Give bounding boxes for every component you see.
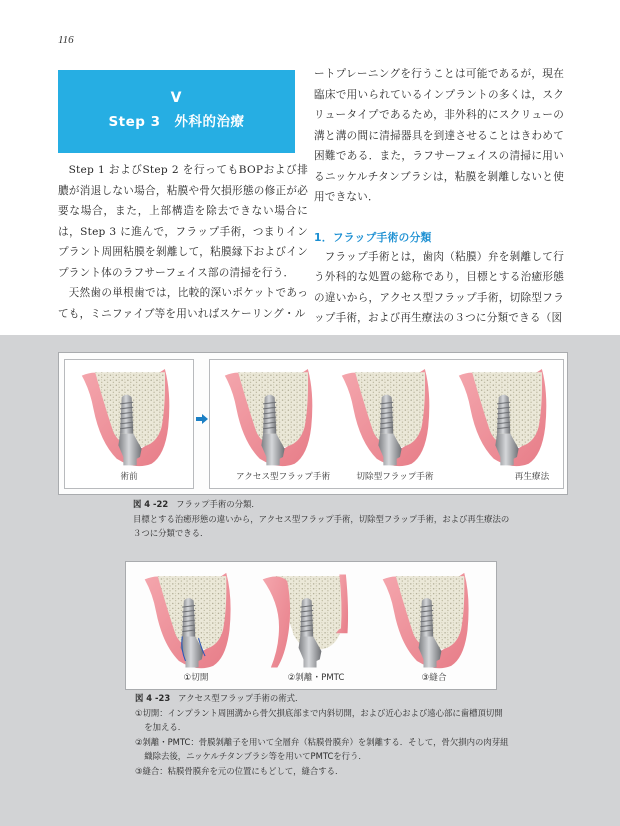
figure-4-23 bbox=[125, 561, 497, 690]
panel-label: ①切開 bbox=[183, 673, 209, 683]
page-number: 116 bbox=[58, 34, 74, 46]
body-paragraph-continued: ートプレーニングを行うことは可能であるが，現在臨床で用いられているインプラントの多くは，スクリュータイプであるため，非外科的にスクリューの溝と溝の間に清掃器具を到達させることはきわめて困難である．また，ラフサーフェイスの清掃に用いるニッケルチタンブラシは，粘膜を剝離しないと使用できない． bbox=[314, 68, 564, 203]
body-paragraph: フラップ手術とは，歯肉（粘膜）弁を剝離して行う外科的な処置の総称であり，目標とする治癒形態の違いから，アクセス型フラップ手術，切除型フラップ手術，および再生療法の３つに分類できる（図 bbox=[314, 250, 564, 324]
implant-illustration bbox=[218, 364, 328, 472]
implant-illustration bbox=[452, 364, 562, 472]
body-paragraph: Step 1 およびStep 2 を行ってもBOPおよび排膿が消退しない場合，粘膜や骨欠損形態の修正が必要な場合，また，上部構造を除去できない場合には，Step 3 に進んで，フラップ手術，つまりインプラント周囲粘膜を剝離して，粘膜縁下およびインプラント体のラフサーフェイス部の清掃を行う． bbox=[58, 164, 308, 279]
implant-illustration-suture bbox=[374, 568, 486, 674]
caption-title: フラップ手術の分類． bbox=[176, 499, 260, 509]
figure-4-22-caption bbox=[133, 497, 513, 541]
implant-illustration bbox=[71, 364, 189, 472]
caption-body: 目標とする治癒形態の違いから，アクセス型フラップ手術，切除型フラップ手術，および再生療法の３つに分類できる． bbox=[133, 513, 510, 538]
panel-label: 再生療法 bbox=[514, 472, 550, 482]
right-text-column bbox=[314, 64, 564, 329]
caption-step: ②剝離・PMTC：骨膜剝離子を用いて全層弁（粘膜骨膜弁）を剝離する．そして，骨欠損内の肉芽組織除去後，ニッケルチタンブラシ等を用いてPMTCを行う． bbox=[135, 736, 509, 761]
figure-4-23-caption bbox=[135, 691, 510, 778]
panel-preoperative bbox=[64, 359, 194, 489]
panel-label: ②剝離・PMTC bbox=[287, 673, 345, 683]
panel-label: ③縫合 bbox=[421, 673, 447, 683]
figure-number: 図 4 -23 bbox=[135, 693, 171, 703]
caption-step: ①切開：インプラント周囲溝から骨欠損底部まで内斜切開，および近心および遠心部に歯槽頂切開を加える． bbox=[135, 707, 503, 732]
arrow-right-icon bbox=[195, 413, 209, 425]
caption-step: ③縫合：粘膜骨膜弁を元の位置にもどして，縫合する． bbox=[135, 765, 344, 776]
body-paragraph: 天然歯の単根歯では，比較的深いポケットであっても，ミニファイブ等を用いればスケーリング・ル bbox=[58, 287, 308, 320]
panel-group-procedures bbox=[209, 359, 564, 489]
section-roman-numeral: V bbox=[170, 90, 183, 106]
panel-label: 術前 bbox=[120, 472, 138, 482]
implant-illustration-flap-reflection bbox=[254, 568, 366, 674]
section-header-box bbox=[58, 70, 295, 153]
caption-title: アクセス型フラップ手術の術式． bbox=[178, 693, 304, 703]
figure-number: 図 4 -22 bbox=[133, 499, 169, 509]
panel-label: 切除型フラップ手術 bbox=[356, 472, 434, 482]
implant-illustration bbox=[335, 364, 445, 472]
panel-label: アクセス型フラップ手術 bbox=[235, 472, 331, 482]
figure-4-22 bbox=[58, 352, 568, 495]
implant-illustration-incision bbox=[136, 568, 248, 674]
section-title: Step 3 外科的治療 bbox=[108, 114, 245, 130]
subheading-flap-classification: 1．フラップ手術の分類 bbox=[314, 230, 432, 244]
left-text-column bbox=[58, 160, 308, 324]
